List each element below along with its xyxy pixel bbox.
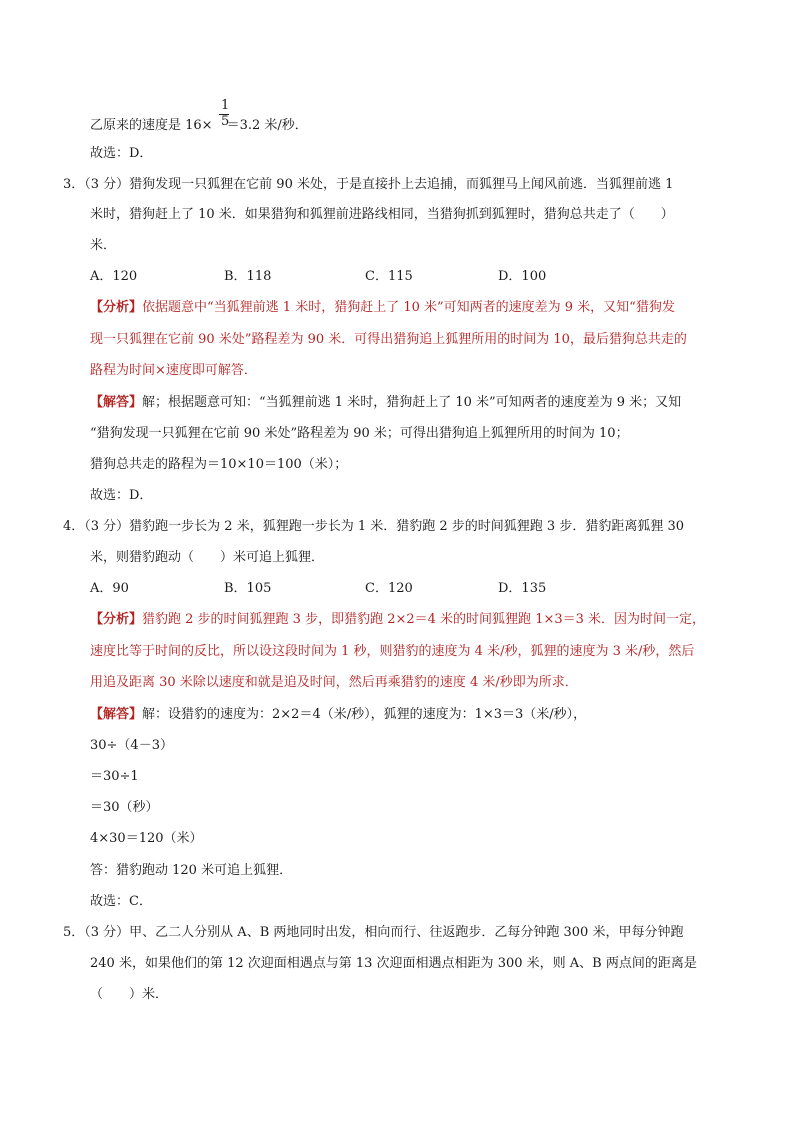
q4-line-2: 米，则猎豹跑动（ ）米可追上狐狸． — [90, 550, 325, 565]
q4-solution-tag: 【解答】 — [90, 707, 143, 722]
fraction-denominator: 5 — [221, 114, 230, 129]
q3-solution-line-2: “猎狗发现一只狐狸在它前 90 米处”路程差为 90 米；可得出猎狗追上狐狸所用的时间为 10； — [90, 426, 629, 441]
q3-analysis-tag: 【分析】 — [90, 300, 143, 315]
fraction-numerator: 1 — [221, 98, 230, 113]
q3-option-b: B．118 — [224, 269, 272, 284]
q3-line-3: 米． — [90, 238, 117, 253]
q3-analysis-line-2: 现一只狐狸在它前 90 米处”路程差为 90 米．可得出猎狗追上狐狸所用的时间为 10，最后猎狗总共走的 — [90, 332, 687, 347]
q4-analysis-text-1: 猎豹跑 2 步的时间狐狸跑 3 步，即猎豹跑 2×2＝4 米的时间狐狸跑 1×3＝3 米．因为时间一定， — [142, 612, 706, 627]
prev-speed-pre: 乙原来的速度是 16× — [90, 118, 213, 133]
q3-analysis-line-1 — [90, 299, 675, 317]
q4-calc-4: 4×30＝120（米） — [90, 831, 203, 846]
prev-answer: 故选：D． — [90, 146, 153, 161]
q4-analysis-line-2: 速度比等于时间的反比，所以设这段时间为 1 秒，则猎豹的速度为 4 米/秒，狐狸的速度为 3 米/秒，然后 — [90, 644, 695, 659]
q3-option-a: A．120 — [90, 269, 138, 284]
q4-solution-line-1 — [90, 706, 586, 724]
q4-analysis-line-1 — [90, 611, 705, 629]
q3-option-d: D．100 — [498, 269, 547, 284]
prev-speed-line — [90, 114, 308, 135]
q3-option-c: C．115 — [365, 269, 413, 284]
q3-solution-line-1 — [90, 394, 681, 412]
q3-analysis-text-1: 依据题意中“当狐狸前逃 1 米时，猎狗赶上了 10 米”可知两者的速度差为 9 米，又知“猎狗发 — [142, 300, 675, 315]
q4-option-a: A．90 — [90, 581, 129, 596]
q4-solution-text-1: 解：设猎豹的速度为：2×2＝4（米/秒），狐狸的速度为：1×3＝3（米/秒）， — [142, 707, 587, 722]
q4-analysis-line-3: 用追及距离 30 米除以速度和就是追及时间，然后再乘猎豹的速度 4 米/秒即为所求． — [90, 675, 578, 690]
q5-line-1: 5．（3 分）甲、乙二人分别从 A、B 两地同时出发，相向而行、往返跑步．乙每分钟跑 300 米，甲每分钟跑 — [63, 925, 684, 940]
prev-speed-post: ＝3.2 米/秒． — [226, 118, 308, 133]
q3-analysis-line-3: 路程为时间×速度即可解答． — [90, 363, 257, 378]
q5-line-3: （ ）米． — [90, 987, 169, 1002]
q3-solution-tag: 【解答】 — [90, 395, 143, 410]
q4-calc-1: 30÷（4－3） — [90, 738, 173, 753]
q4-line-1: 4．（3 分）猎豹跑一步长为 2 米，狐狸跑一步长为 1 米．猎豹跑 2 步的时间狐狸跑 3 步．猎豹距离狐狸 30 — [63, 519, 684, 534]
q4-option-b: B．105 — [224, 581, 272, 596]
q4-option-d: D．135 — [498, 581, 547, 596]
q4-reply: 答：猎豹跑动 120 米可追上狐狸． — [90, 863, 293, 878]
q4-answer: 故选：C． — [90, 894, 152, 909]
q3-solution-text-1: 解；根据题意可知：“当狐狸前逃 1 米时，猎狗赶上了 10 米”可知两者的速度差为 9 米；又知 — [142, 395, 682, 410]
q3-solution-line-3: 猎狗总共走的路程为＝10×10＝100（米）； — [90, 457, 348, 472]
q4-option-c: C．120 — [365, 581, 413, 596]
q3-answer: 故选：D． — [90, 488, 153, 503]
q4-analysis-tag: 【分析】 — [90, 612, 143, 627]
q4-calc-2: ＝30÷1 — [90, 769, 139, 784]
q5-line-2: 240 米，如果他们的第 12 次迎面相遇点与第 13 次迎面相遇点相距为 300 米，则 A、B 两点间的距离是 — [90, 956, 697, 971]
q3-line-1: 3．（3 分）猎狗发现一只狐狸在它前 90 米处，于是直接扑上去追捕，而狐狸马上闻风前逃．当狐狸前逃 1 — [63, 177, 674, 192]
q4-calc-3: ＝30（秒） — [90, 800, 159, 815]
q3-line-2: 米时，猎狗赶上了 10 米．如果猎狗和狐狸前进路线相同，当猎狗抓到狐狸时，猎狗总共走了（ ） — [90, 207, 674, 222]
